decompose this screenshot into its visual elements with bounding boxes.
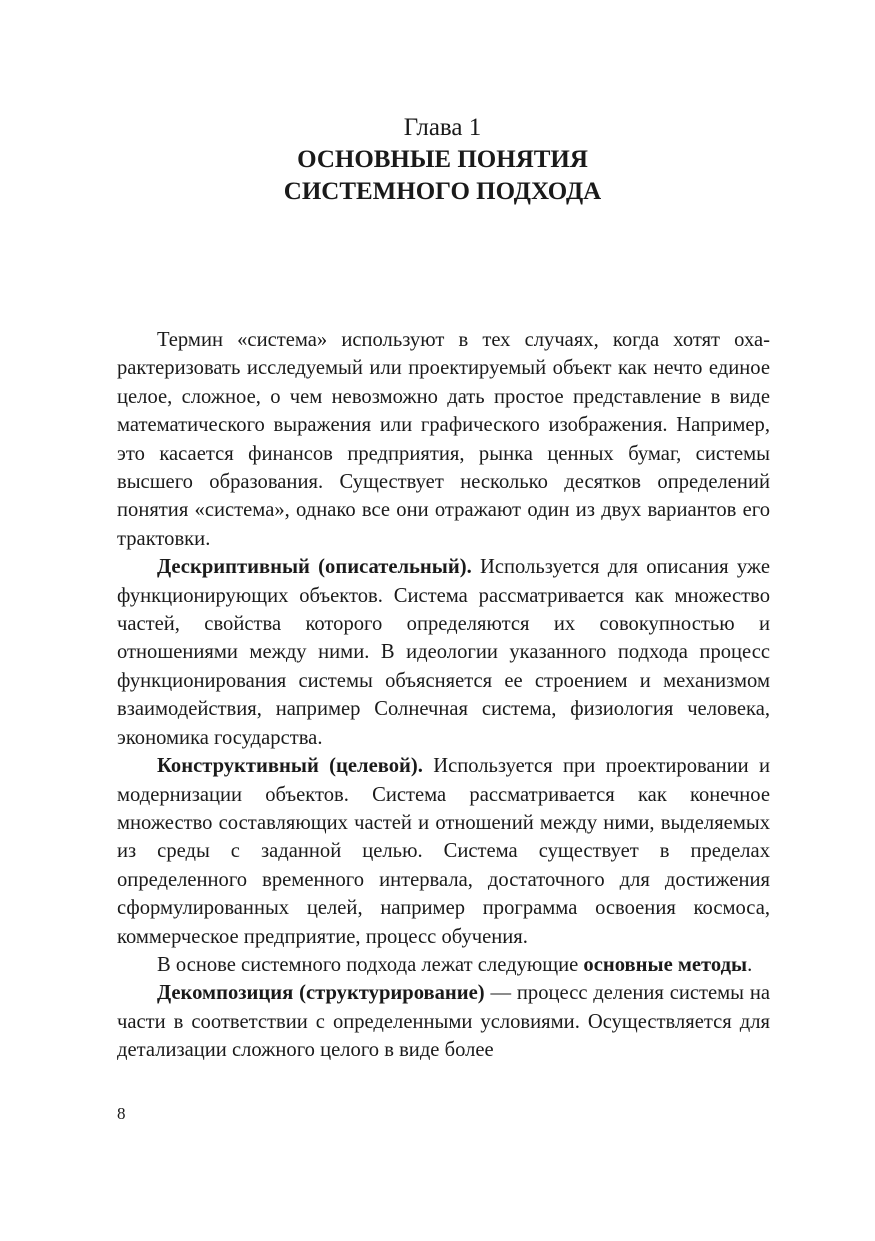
paragraph-constructive <box>117 752 770 951</box>
chapter-heading <box>0 112 875 208</box>
term-main-methods: основные методы <box>583 953 748 976</box>
paragraph-intro <box>117 326 770 553</box>
chapter-title-line-1: ОСНОВНЫЕ ПОНЯТИЯ <box>297 146 588 173</box>
chapter-label: Глава 1 <box>403 114 482 141</box>
term-constructive: Конструктивный (целевой). <box>157 755 423 778</box>
chapter-title <box>10 144 875 208</box>
body-text <box>117 326 770 1065</box>
paragraph-descriptive <box>117 553 770 752</box>
paragraph-text: Используется при проектировании и модернизации объектов. Система рассматривается как конечное множество составляющих частей и отношений между ними, выделяемых из среды с заданной целью. Система существует в пределах определенного временного интервала, достаточного для достижения сформулированных целей, например программа освоения космоса, коммерческое предприятие, процесс обучения. <box>117 755 770 948</box>
chapter-title-line-2: СИСТЕМНОГО ПОДХОДА <box>283 178 602 205</box>
paragraph-text: Термин «система» используют в тех случаях, когда хотят охарактеризовать исследуемый или проектируемый объект как нечто единое целое, сложное, о чем невозможно дать простое представление в виде математического выражения или графического изображения. Например, это касается финансов предприятия, рынка ценных бумаг, системы высшего образования. Существует несколько десятков определений понятия «система», однако все они отражают один из двух вариантов его трактовки. <box>117 329 770 550</box>
term-descriptive: Дескриптивный (описательный). <box>157 556 472 579</box>
paragraph-text: Используется для описания уже функционирующих объектов. Система рассматривается как множество частей, свойства которого определяются их совокупностью и отношениями между ними. В идеологии указанного подхода процесс функционирования системы объясняется ее строением и механизмом взаимодействия, например Солнечная система, физиология человека, экономика государства. <box>117 556 771 749</box>
paragraph-tail: . <box>747 953 753 976</box>
paragraph-decomposition <box>117 979 770 1064</box>
term-decomposition: Декомпозиция (структурирование) <box>157 982 485 1005</box>
paragraph-methods <box>117 951 770 979</box>
page-number: 8 <box>117 1104 126 1123</box>
paragraph-text: — процесс деления системы на части в соответствии с определенными условиями. Осуществляется для детализации сложного целого в виде более <box>117 982 770 1062</box>
paragraph-text: В основе системного подхода лежат следующие <box>157 953 584 976</box>
